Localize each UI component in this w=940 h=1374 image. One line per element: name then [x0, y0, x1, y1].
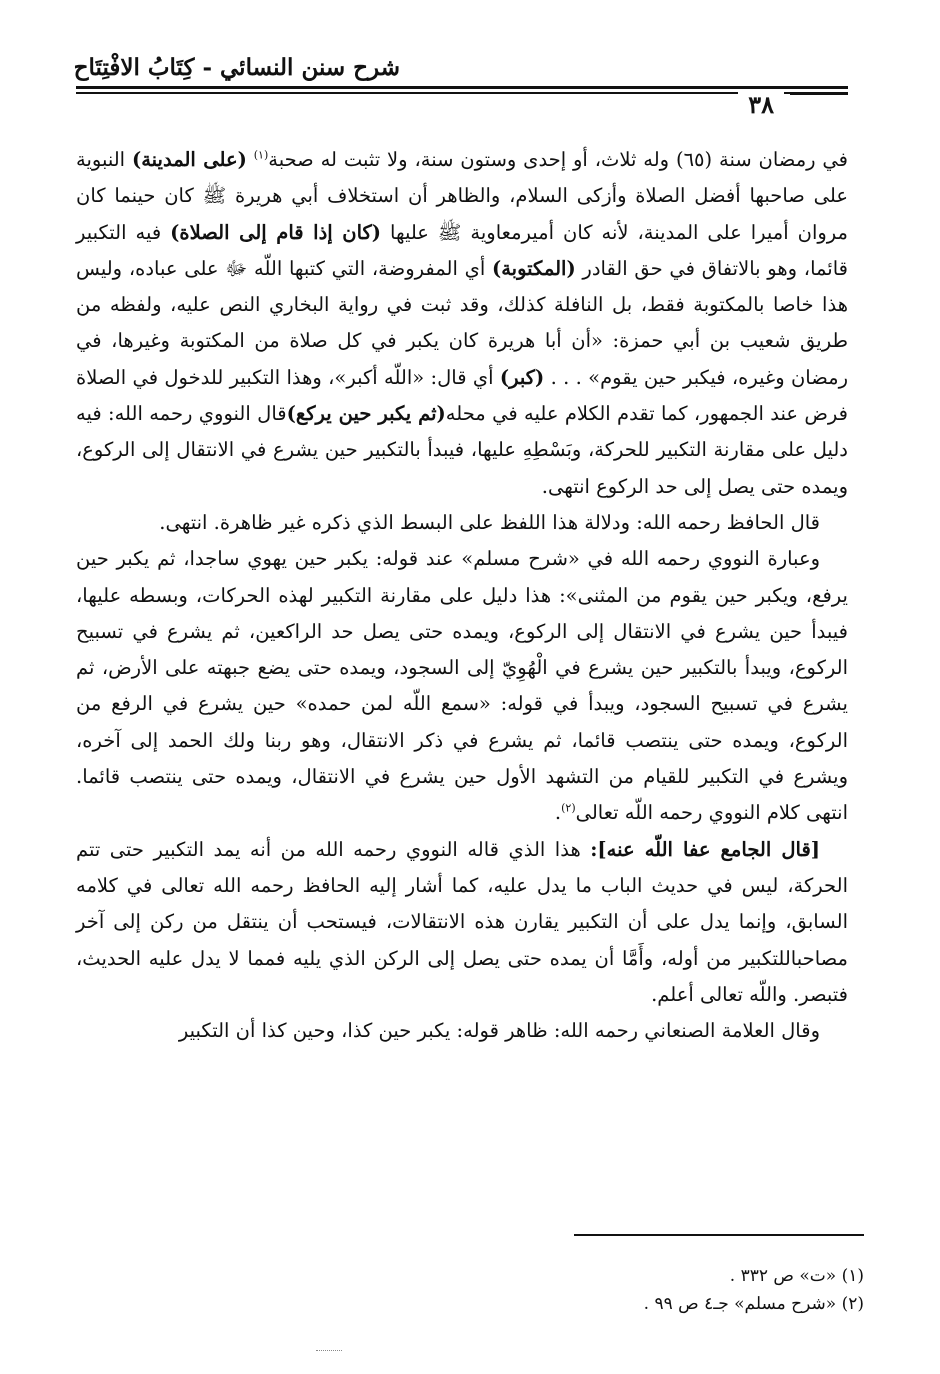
footnote-2: (٢) «شرح مسلم» جـ٤ ص ٩٩ .: [643, 1294, 864, 1314]
paragraph-4: [قال الجامع عفا اللّه عنه]: هذا الذي قاله النووي رحمه الله من أنه يمد التكبير حتى تتم الحركة، ليس في حديث الباب ما يدل عليه، كما أشار إليه الحافظ رحمه الله تعالى في كلامه السابق، وإنما يدل على أن التكبير يقارن هذه الانتقالات، فيستحب أن ينتقل من ركن إلى آخر مصاحباللتكبير من أوله، وأَمَّا أن يمده حتى يصل إلى الركن الذي يليه فمما لا يدل عليه الحديث، فتبصر. واللّه تعالى أعلم.: [76, 837, 848, 1006]
footnote-ref-2: (٢): [561, 801, 576, 815]
header-rule-bottom: [76, 92, 848, 94]
footnote-1: (١) «ت» ص ٣٣٢ .: [729, 1266, 864, 1286]
footnote-separator: [574, 1234, 864, 1236]
bold-phrase: (كبر): [499, 365, 545, 389]
paragraph-3: وعبارة النووي رحمه الله في «شرح مسلم» عند قوله: يكبر حين يهوي ساجدا، ثم يكبر حين يرفع، ويكبر حين يقوم من المثنى»: هذا دليل على مقارنة التكبير لهذه الحركات، وبسطه عليها، فيبدأ حين يشرع في الانتقال إلى الركوع، ويمده حتى يصل حد الراكعين، ثم يشرع في تسبيح الركوع، ويبدأ بالتكبير حين يشرع في الْهُوِيّ إلى السجود، ويمده حتى يضع جبهته على الأرض، ثم يشرع في تسبيح السجود، ويبدأ في قوله: «سمع اللّه لمن حمده» حين يشرع في الرفع من الركوع، ويمده حتى ينتصب قائما، ثم يشرع في ذكر الانتقال، وهو ربنا ولك الحمد إلى آخره، ويشرع في التكبير للقيام من التشهد الأول حين يشرع في الانتقال، ويمده حتى ينتصب قائما. انتهى كلام النووي رحمه اللّه تعالى$^{(٢)}$.: [76, 547, 848, 825]
footnotes: [644, 1262, 864, 1318]
paragraph-5: وقال العلامة الصنعاني رحمه الله: ظاهر قوله: يكبر حين كذا، وحين كذا أن التكبير: [178, 1019, 820, 1043]
page-number-rules: [790, 86, 848, 96]
footnote-ref-1: (١): [253, 148, 269, 162]
bold-phrase: (المكتوبة): [491, 256, 576, 280]
header-rule-top: [76, 86, 848, 89]
page-bottom-mark: [316, 1350, 342, 1354]
bold-phrase: (على المدينة): [131, 148, 247, 171]
header-title: شرح سنن النسائي - كِتَابُ الافْتِتَاح: [73, 54, 400, 81]
running-header: [73, 50, 848, 119]
main-text: [76, 142, 848, 1049]
paragraph-2: قال الحافظ رحمه الله: ودلالة هذا اللفظ على البسط الذي ذكره غير ظاهرة. انتهى.: [159, 510, 820, 534]
bold-phrase: (كان إذا قام إلى الصلاة): [170, 220, 382, 244]
paragraph-1: في رمضان سنة (٦٥) وله ثلاث، أو إحدى وستون سنة، ولا تثبت له صحبة$^{(١)}$ (على المدينة) النبوية على صاحبها أفضل الصلاة وأزكى السلام، والظاهر أن استخلاف أبي هريرة ﷺ كان حينما كان مروان أميرا على المدينة، لأنه كان أميرمعاوية ﷺ عليها (كان إذا قام إلى الصلاة) فيه التكبير قائما، وهو بالاتفاق في حق القادر (المكتوبة) أي المفروضة، التي كتبها اللّه ﷻ على عباده، وليس هذا خاصا بالمكتوبة فقط، بل النافلة كذلك، وقد ثبت في رواية البخاري النص عليه، ولفظه من طريق شعيب بن أبي حمزة: «أن أبا هريرة كان يكبر في كل صلاة من المكتوبة وغيرها، في رمضان وغيره، فيكبر حين يقوم» . . . (كبر) أي قال: «اللّه أكبر»، وهذا التكبير للدخول في الصلاة فرض عند الجمهور، كما تقدم الكلام عليه في محله(ثم يكبر حين يركع)قال النووي رحمه الله: فيه دليل على مقارنة التكبير للحركة، وبَسْطِهِ عليها، فيبدأ بالتكبير حين يشرع في الانتقال إلى الركوع، ويمده حتى يصل إلى حد الركوع انتهى.: [76, 148, 849, 498]
page-number: ٣٨: [738, 90, 784, 119]
bold-phrase: (ثم يكبر حين يركع): [286, 402, 446, 426]
bold-phrase: [قال الجامع عفا اللّه عنه]:: [590, 837, 820, 861]
